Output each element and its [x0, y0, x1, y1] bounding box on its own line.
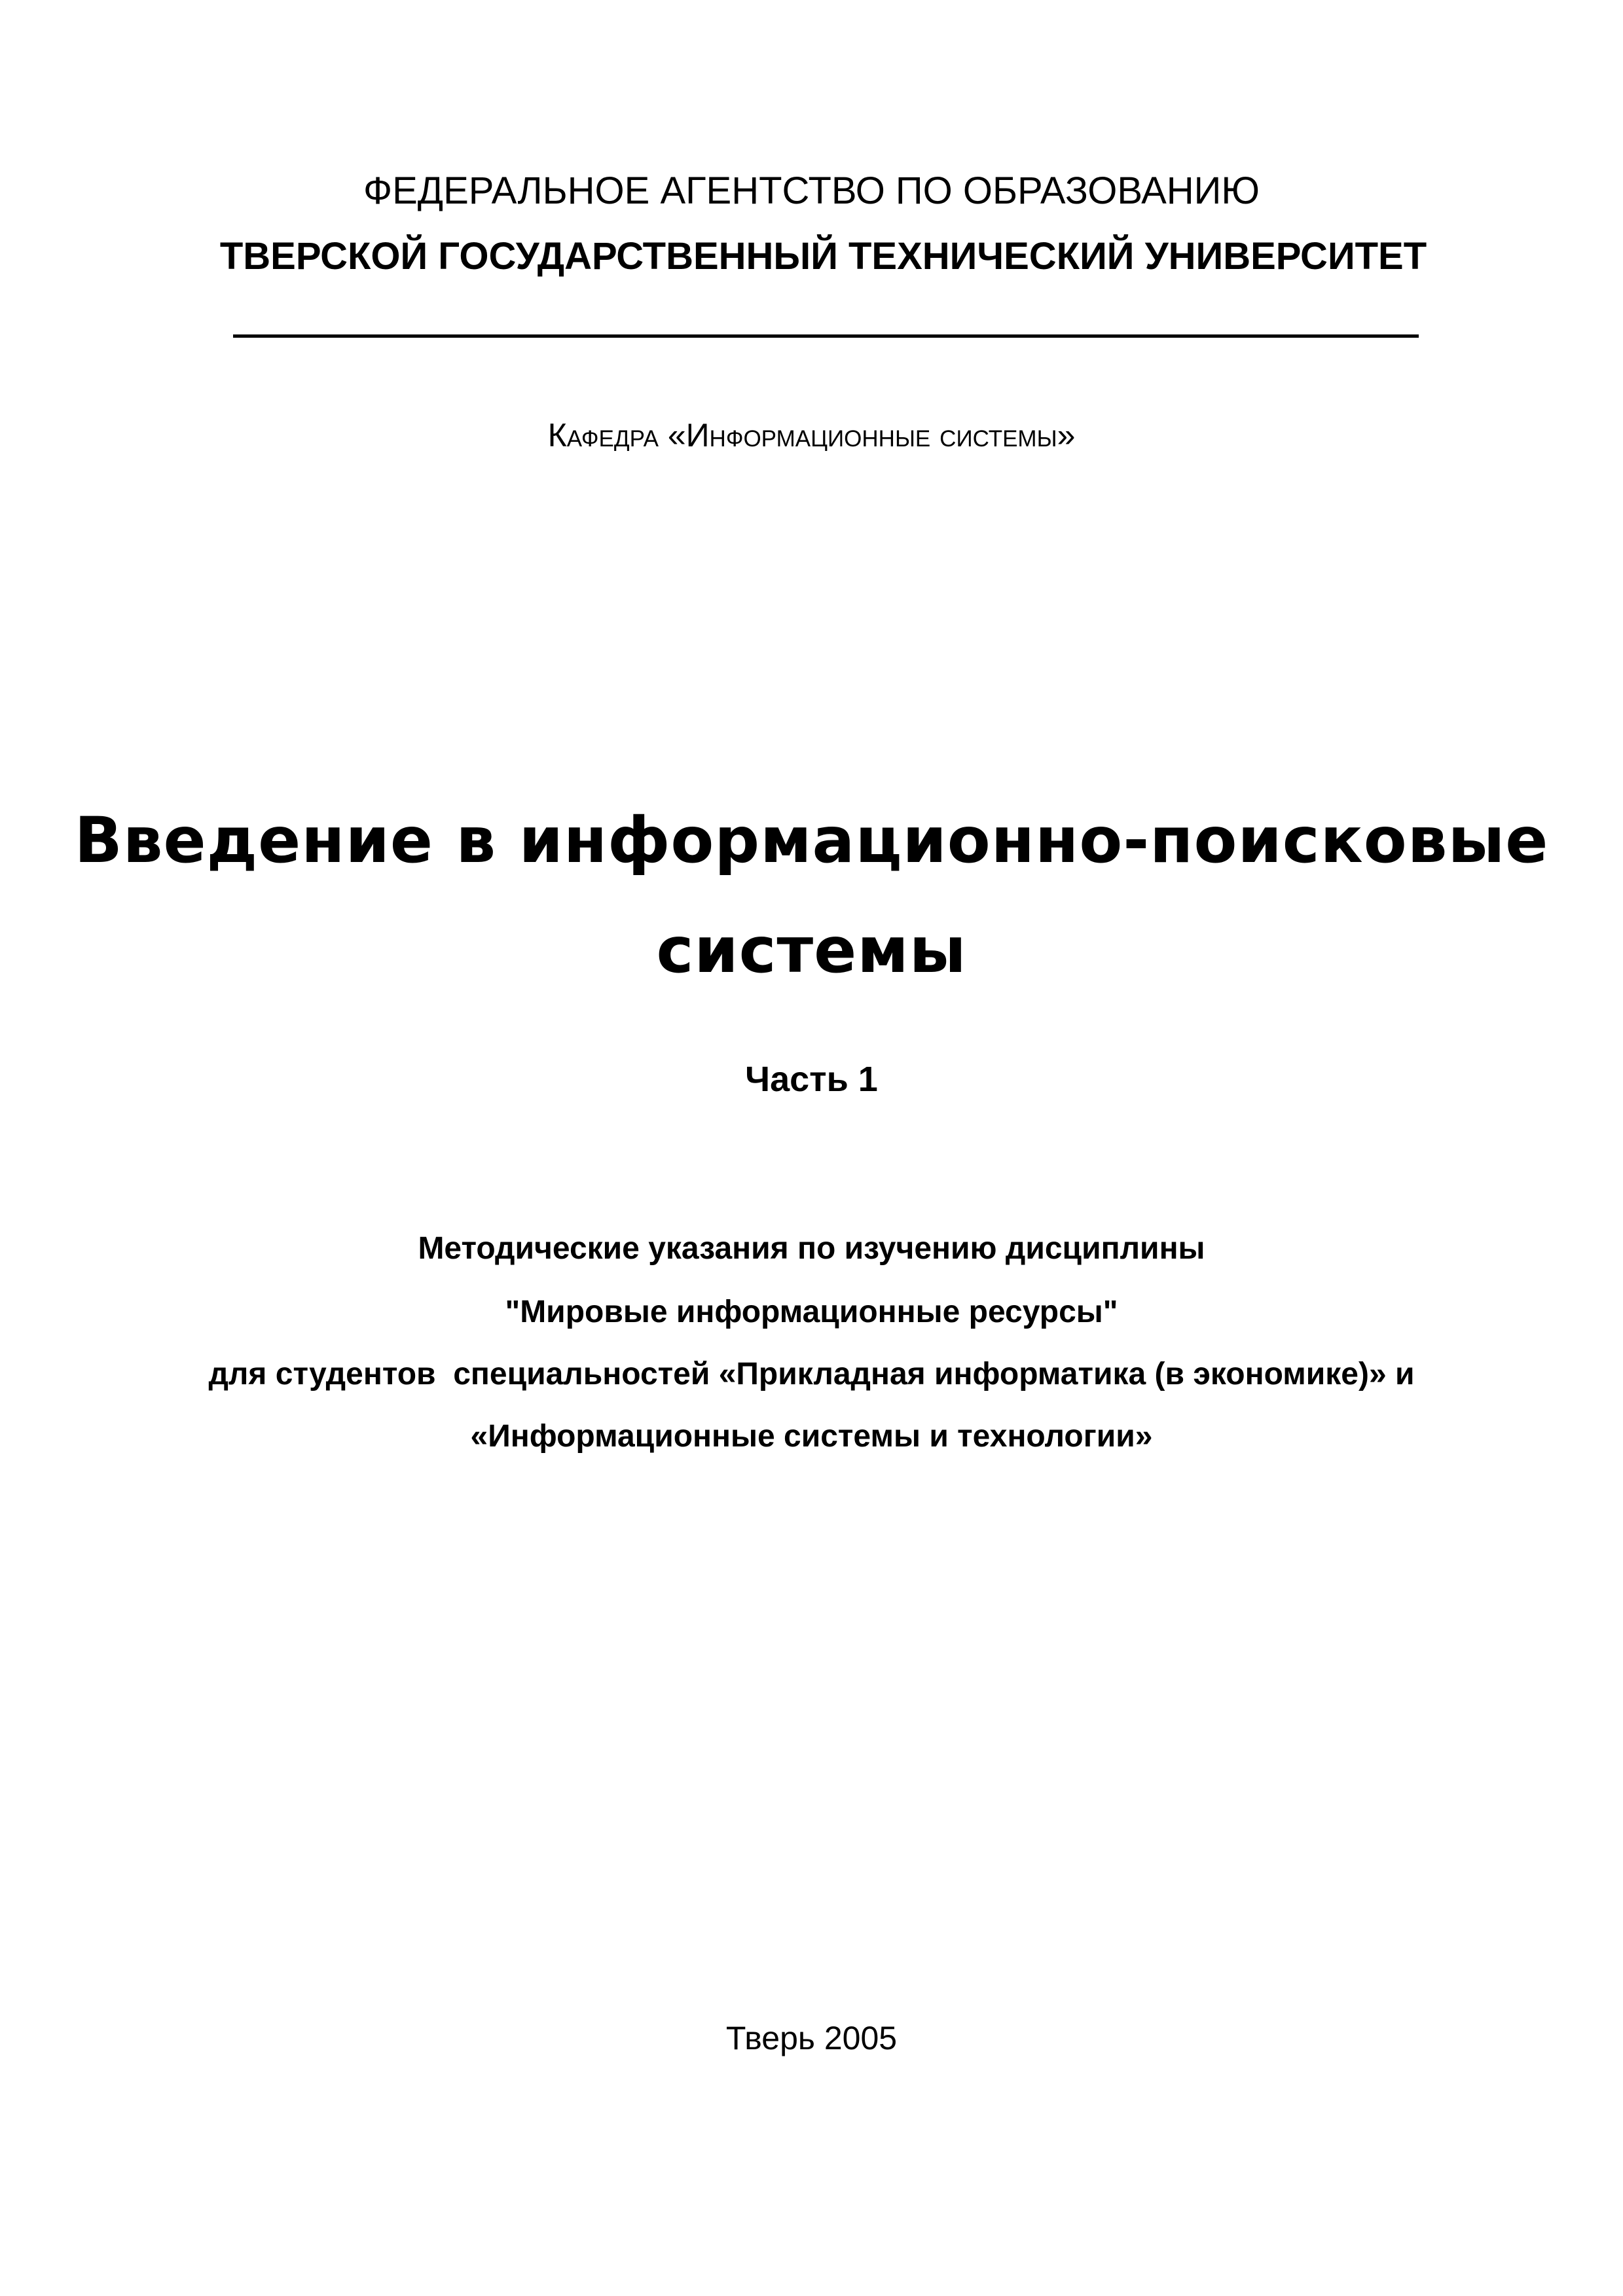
description-line-3: для студентов специальностей «Прикладная информатика (в экономике)» и [208, 1357, 1415, 1391]
header-divider [233, 334, 1419, 338]
part-number: Часть 1 [745, 1060, 878, 1099]
description-line-2: "Мировые информационные ресурсы" [505, 1295, 1118, 1329]
document-title-line-2: системы [656, 914, 967, 987]
document-title-line-1: Введение в информационно-поисковые [74, 804, 1549, 877]
agency-name: ФЕДЕРАЛЬНОЕ АГЕНТСТВО ПО ОБРАЗОВАНИЮ [363, 170, 1260, 212]
place-and-year: Тверь 2005 [725, 2020, 898, 2056]
description-line-1: Методические указания по изучению дисциплины [418, 1231, 1205, 1266]
university-name: ТВЕРСКОЙ ГОСУДАРСТВЕННЫЙ ТЕХНИЧЕСКИЙ УНИВЕРСИТЕТ [219, 235, 1427, 278]
department-name: Кафедра «Информационные системы» [547, 417, 1076, 454]
description-line-4: «Информационные системы и технологии» [470, 1419, 1153, 1454]
